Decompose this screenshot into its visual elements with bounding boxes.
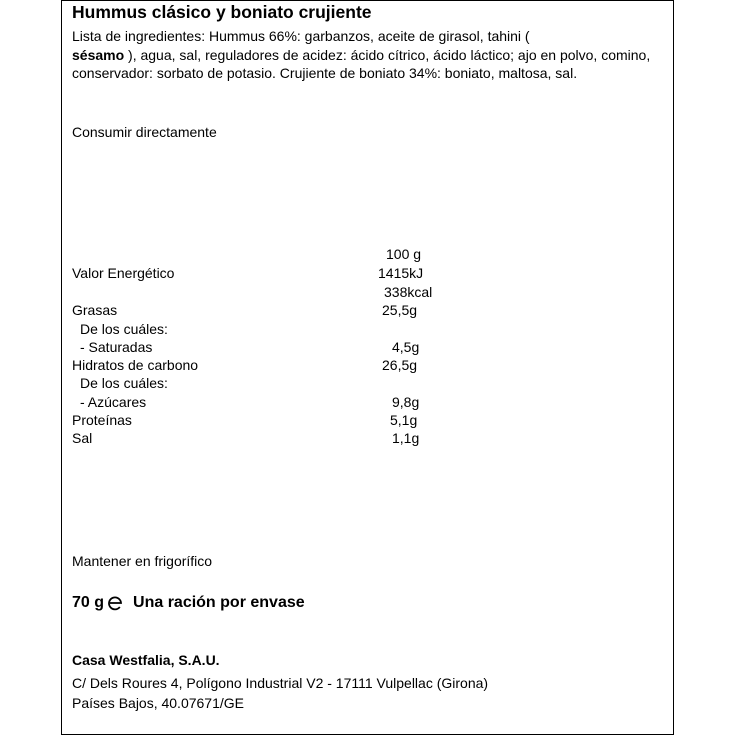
nutrition-value-carbohydrates: 26,5g xyxy=(382,357,418,373)
nutrition-value-energy-kj: 1415kJ xyxy=(378,265,424,281)
nutrition-value-energy-kcal: 338kcal xyxy=(384,284,433,300)
portion-text: Una ración por envase xyxy=(133,594,305,611)
frame-top-border xyxy=(61,0,674,1)
nutrition-label-energy: Valor Energético xyxy=(72,265,175,281)
nutrition-label-carbohydrates: Hidratos de carbono xyxy=(72,357,199,373)
company-address: C/ Dels Roures 4, Polígono Industrial V2 - 17111 Vulpellac (Girona) xyxy=(72,675,489,691)
net-weight: 70 g xyxy=(72,594,105,611)
ingredients-list xyxy=(72,27,662,83)
nutrition-label-protein: Proteínas xyxy=(72,412,132,428)
ingredients-part-2: ), agua, sal, reguladores de acidez: ácido cítrico, ácido láctico; ajo en polvo, comino, conservador: sorbato de potasio. Crujiente de boniato 34%: boniato, maltosa, sal. xyxy=(72,46,651,81)
nutrition-value-salt: 1,1g xyxy=(392,430,420,446)
nutrition-label-fat: Grasas xyxy=(72,302,118,318)
nutrition-label-salt: Sal xyxy=(72,430,93,446)
nutrition-label-of-which-carbs: De los cuáles: xyxy=(80,375,168,391)
allergen-sesame: sésamo xyxy=(72,46,125,63)
nutrition-label-of-which-fat: De los cuáles: xyxy=(80,321,168,337)
e-mark-icon xyxy=(107,594,125,612)
usage-instructions: Consumir directamente xyxy=(72,124,217,140)
company-origin-code: Países Bajos, 40.07671/GE xyxy=(72,695,244,711)
nutrition-header-per-100g: 100 g xyxy=(386,246,422,262)
nutrition-label-saturated: - Saturadas xyxy=(80,339,153,355)
nutrition-value-sugars: 9,8g xyxy=(392,394,420,410)
storage-instructions: Mantener en frigorífico xyxy=(72,553,213,569)
nutrition-value-saturated: 4,5g xyxy=(392,339,420,355)
nutrition-value-fat: 25,5g xyxy=(382,302,418,318)
nutrition-label-sugars: - Azúcares xyxy=(80,394,147,410)
product-title: Hummus clásico y boniato crujiente xyxy=(72,2,372,22)
company-name: Casa Westfalia, S.A.U. xyxy=(72,652,220,668)
ingredients-part-1: Lista de ingredientes: Hummus 66%: garbanzos, aceite de girasol, tahini ( xyxy=(72,28,530,44)
portion-row xyxy=(72,594,305,612)
nutrition-value-protein: 5,1g xyxy=(390,412,418,428)
